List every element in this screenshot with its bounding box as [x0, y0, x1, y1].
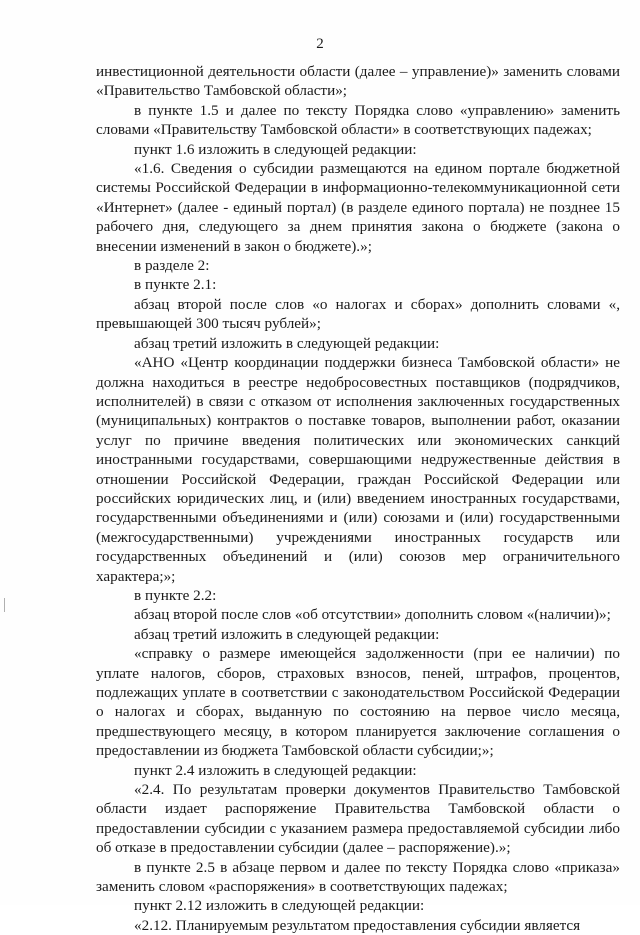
- paragraph: абзац второй после слов «о налогах и сборах» дополнить словами «, превышающей 300 тысяч рублей»;: [96, 295, 620, 333]
- margin-mark: [4, 598, 5, 612]
- page-number: 2: [316, 36, 324, 52]
- paragraph: «АНО «Центр координации поддержки бизнеса Тамбовской области» не должна находиться в реестре недобросовестных поставщиков (подрядчиков, исполнителей) в связи с отказом от исполнения заключенных государственных (муниципальных) контрактов о поставке товаров, выполнении работ, оказании услуг по причине введения политических или экономических санкций иностранными государствами, совершающими недружественные действия в отношении Российской Федерации, граждан Российской Федерации или российских юридических лиц, и (или) введением иностранных государствами, государственными объединениями и (или) союзами и (или) государственными (межгосударственными) учреждениями иностранных государств или государственных объединений и (или) союзов мер ограничительного характера;»;: [96, 354, 620, 585]
- paragraph: «справку о размере имеющейся задолженности (при ее наличии) по уплате налогов, сборов, страховых взносов, пеней, штрафов, процентов, подлежащих уплате в соответствии с законодательством Российской Федерации о налогах и сборах, выданную по состоянию на первое число месяца, предшествующего месяцу, в котором планируется заключение соглашения о предоставлении из бюджета Тамбовской области субсидии;»;: [96, 645, 620, 760]
- paragraph: пункт 2.12 изложить в следующей редакции:: [134, 897, 425, 915]
- paragraph: «2.4. По результатам проверки документов Правительство Тамбовской области издает распоряжение Правительства Тамбовской области о предоставлении субсидии с указанием размера предоставляемой субсидии либо об отказе в предоставлении субсидии (далее – распоряжение).»;: [96, 781, 620, 857]
- paragraph: в пункте 1.5 и далее по тексту Порядка слово «управлению» заменить словами «Правительству Тамбовской области» в соответствующих падежах;: [96, 101, 620, 139]
- paragraph: в пункте 2.2:: [134, 586, 217, 604]
- paragraph: в пункте 2.5 в абзаце первом и далее по тексту Порядка слово «приказа» заменить словом «распоряжения» в соответствующих падежах;: [96, 858, 620, 896]
- paragraph: абзац третий изложить в следующей редакции:: [134, 625, 440, 643]
- paragraph: в разделе 2:: [134, 257, 210, 275]
- paragraph: пункт 2.4 изложить в следующей редакции:: [134, 761, 417, 779]
- paragraph: абзац третий изложить в следующей редакции:: [134, 334, 440, 352]
- paragraph: инвестиционной деятельности области (далее – управление)» заменить словами «Правительство Тамбовской области»;: [96, 63, 620, 100]
- paragraph: «1.6. Сведения о субсидии размещаются на едином портале бюджетной системы Российской Федерации в информационно-телекоммуникационной сети «Интернет» (далее - единый портал) (в разделе единого портала) не позднее 15 рабочего дня, следующего за днем принятия закона о бюджете (закона о внесении изменений в закон о бюджете).»;: [96, 160, 620, 255]
- paragraph: абзац второй после слов «об отсутствии» дополнить словом «(наличии)»;: [134, 606, 611, 624]
- paragraph: в пункте 2.1:: [134, 276, 217, 294]
- paragraph: пункт 1.6 изложить в следующей редакции:: [134, 140, 417, 158]
- paragraph: «2.12. Планируемым результатом предоставления субсидии является: [134, 916, 581, 934]
- document-body: [96, 62, 620, 935]
